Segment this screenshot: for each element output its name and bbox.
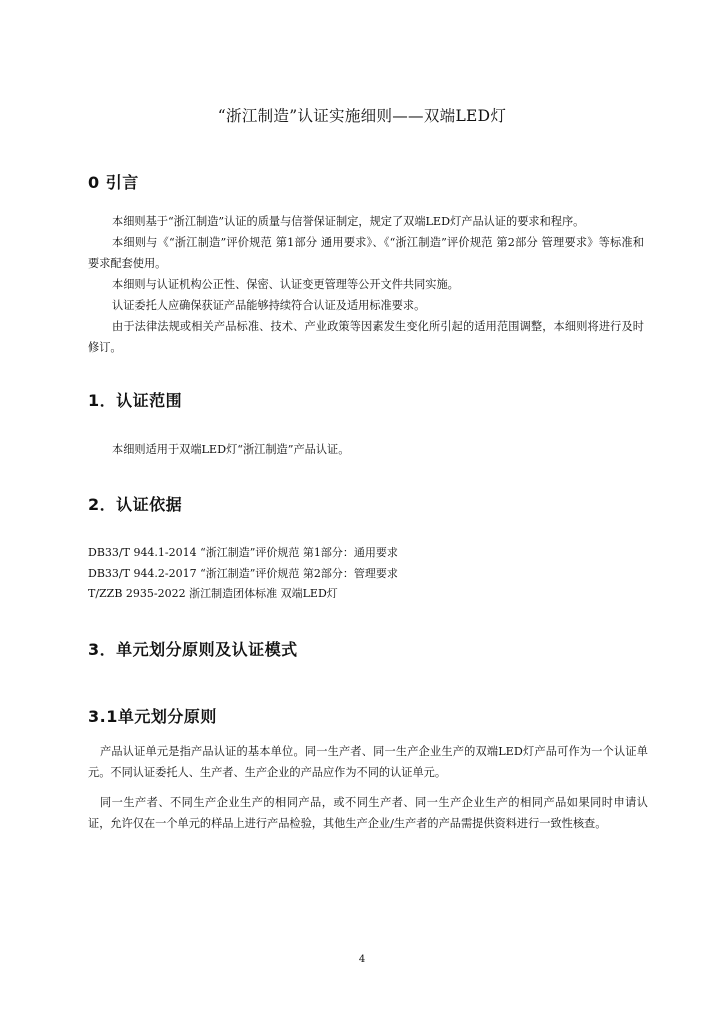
unit-principle-paragraph-1: 产品认证单元是指产品认证的基本单位。同一生产者、同一生产企业生产的双端LED灯产品可作为一个认证单元。不同认证委托人、生产者、生产企业的产品应作为不同的认证单元。 — [88, 745, 648, 779]
section-heading-intro: 0 引言 — [88, 173, 139, 192]
intro-paragraph-3: 本细则与认证机构公正性、保密、认证变更管理等公开文件共同实施。 — [112, 278, 459, 291]
document-title: “浙江制造”认证实施细则——双端LED灯 — [217, 107, 507, 125]
standard-line-2: DB33/T 944.2-2017 “浙江制造”评价规范 第2部分：管理要求 — [88, 567, 398, 580]
unit-principle-paragraph-2: 同一生产者、不同生产企业生产的相同产品，或不同生产者、同一生产企业生产的相同产品如果同时申请认证，允许仅在一个单元的样品上进行产品检验，其他生产企业/生产者的产品需提供资料进行一致性核查。 — [88, 796, 648, 830]
intro-paragraph-2: 本细则与《“浙江制造”评价规范 第1部分 通用要求》、《“浙江制造”评价规范 第2部分 管理要求》等标准和要求配套使用。 — [88, 236, 644, 270]
standard-line-3: T/ZZB 2935-2022 浙江制造团体标准 双端LED灯 — [88, 587, 338, 600]
section-heading-unit-mode: 3．单元划分原则及认证模式 — [88, 640, 298, 659]
page-number: 4 — [358, 954, 366, 965]
section-heading-basis: 2．认证依据 — [88, 495, 183, 514]
intro-paragraph-4: 认证委托人应确保获证产品能够持续符合认证及适用标准要求。 — [112, 299, 426, 312]
standard-line-1: DB33/T 944.1-2014 “浙江制造”评价规范 第1部分：通用要求 — [88, 546, 398, 559]
intro-paragraph-1: 本细则基于“浙江制造”认证的质量与信誉保证制定，规定了双端LED灯产品认证的要求和程序。 — [112, 215, 585, 228]
section-heading-scope: 1．认证范围 — [88, 391, 183, 410]
scope-paragraph: 本细则适用于双端LED灯“浙江制造”产品认证。 — [112, 443, 350, 456]
section-heading-unit-principle: 3.1单元划分原则 — [88, 707, 217, 726]
intro-paragraph-5: 由于法律法规或相关产品标准、技术、产业政策等因素发生变化所引起的适用范围调整，本细则将进行及时修订。 — [88, 320, 644, 354]
